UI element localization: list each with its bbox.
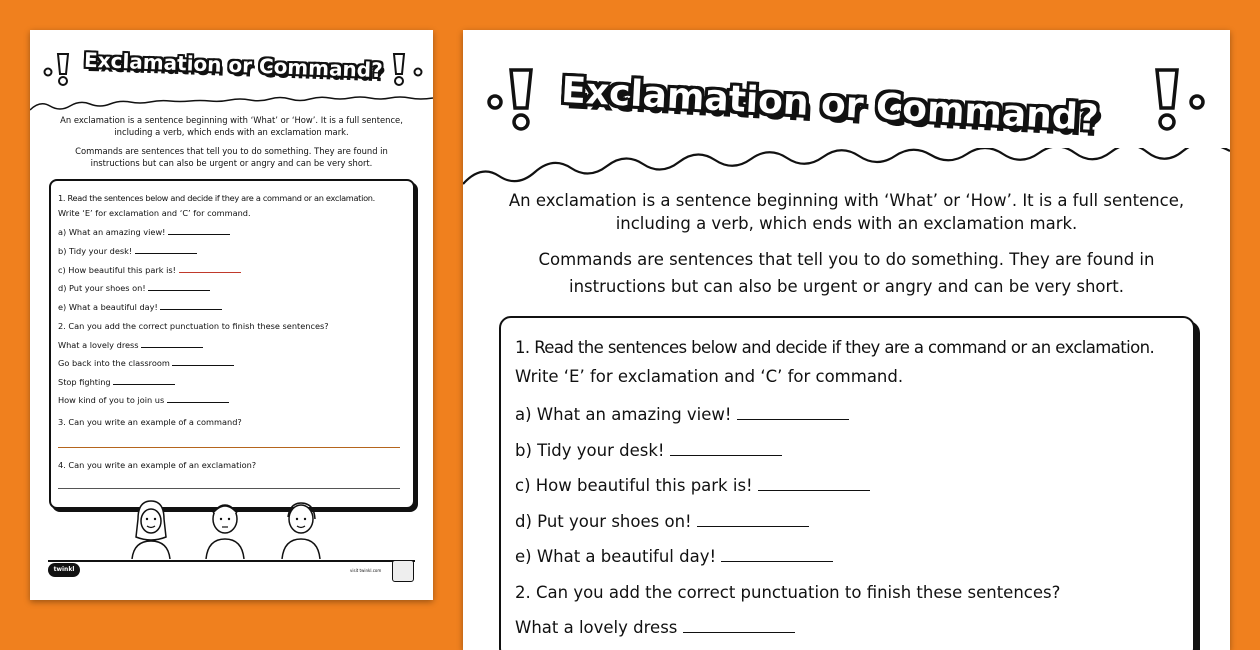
thumb-q4-answer-line bbox=[58, 488, 400, 489]
exclamation-deco-icon bbox=[386, 50, 426, 90]
thumb-intro-command: Commands are sentences that tell you to do something. They are found in instructions but can also be urgent or angry and can be very short. bbox=[75, 146, 388, 168]
main-intro-exclamation: An exclamation is a sentence beginning with ‘What’ or ‘How’. It is a full sentence, including a verb, which ends with an exclamation mark. bbox=[508, 191, 1185, 233]
main-intro-command: Commands are sentences that tell you to do something. They are found in instructions but can also be urgent or angry and can be very short. bbox=[538, 250, 1155, 296]
child-illustration-icon bbox=[276, 497, 326, 559]
worksheet-thumbnail bbox=[30, 30, 433, 600]
main-q1-item-a: a) What an amazing view! bbox=[515, 405, 849, 424]
thumb-intro-exclamation: An exclamation is a sentence beginning with ‘What’ or ‘How’. It is a full sentence, including a verb, which ends with an exclamation mark. bbox=[60, 115, 403, 137]
twinkl-logo: twinkl bbox=[48, 563, 80, 577]
thumb-q1-item-c: c) How beautiful this park is! bbox=[58, 265, 241, 275]
thumb-q2-item-3: Stop fighting bbox=[58, 377, 175, 387]
thumb-q1-item-b: b) Tidy your desk! bbox=[58, 246, 197, 256]
badge-icon bbox=[392, 560, 414, 582]
child-illustration-icon bbox=[200, 497, 250, 559]
main-q1-item-e: e) What a beautiful day! bbox=[515, 547, 833, 566]
thumb-q2-item-1: What a lovely dress bbox=[58, 340, 203, 350]
main-q1-item-b: b) Tidy your desk! bbox=[515, 441, 782, 460]
wavy-divider bbox=[30, 96, 433, 116]
main-q1-item-d: d) Put your shoes on! bbox=[515, 512, 809, 531]
thumb-q2-item-2: Go back into the classroom bbox=[58, 358, 234, 368]
exclamation-deco-icon bbox=[1147, 64, 1207, 136]
thumb-q1-item-d: d) Put your shoes on! bbox=[58, 283, 210, 293]
thumb-q3-answer-line bbox=[58, 447, 400, 448]
exclamation-deco-icon bbox=[485, 64, 545, 136]
thumb-title: Exclamation or Command? bbox=[83, 47, 384, 83]
thumb-footer-rule bbox=[48, 560, 415, 562]
thumb-question-box: 1. Read the sentences below and decide if they are a command or an exclamation. Write ‘E’ for exclamation and ‘C’ for command. a) What an amazing view! b) Tidy your desk! c) How beautiful this park is! d) Put your shoes on! e) What a beautiful day! 2. Can you add the correct punctuation to finish these sentences? What a lovely dress Go back into the classroom Stop fighting How kind of you to join us 3. Can you write an example of a command? 4. Can you write an example of an exclamation? bbox=[49, 179, 415, 509]
worksheet-main bbox=[463, 30, 1230, 650]
main-title: Exclamation or Command? bbox=[560, 69, 1100, 140]
exclamation-deco-icon bbox=[42, 50, 82, 90]
thumb-q1-item-e: e) What a beautiful day! bbox=[58, 302, 222, 312]
main-q2-item-1: What a lovely dress bbox=[515, 618, 795, 637]
footer-url: visit twinkl.com bbox=[350, 568, 382, 573]
main-question-box: 1. Read the sentences below and decide if they are a command or an exclamation. Write ‘E’ for exclamation and ‘C’ for command. a) What an amazing view! b) Tidy your desk! c) How beautiful this park is! d) Put your shoes on! e) What a beautiful day! 2. Can you add the correct punctuation to finish these sentences? What a lovely dress bbox=[499, 316, 1195, 650]
thumb-q1-item-a: a) What an amazing view! bbox=[58, 227, 230, 237]
child-illustration-icon bbox=[126, 497, 176, 559]
wavy-divider bbox=[463, 148, 1230, 190]
main-q1-item-c: c) How beautiful this park is! bbox=[515, 476, 870, 495]
thumb-q2-item-4: How kind of you to join us bbox=[58, 395, 229, 405]
